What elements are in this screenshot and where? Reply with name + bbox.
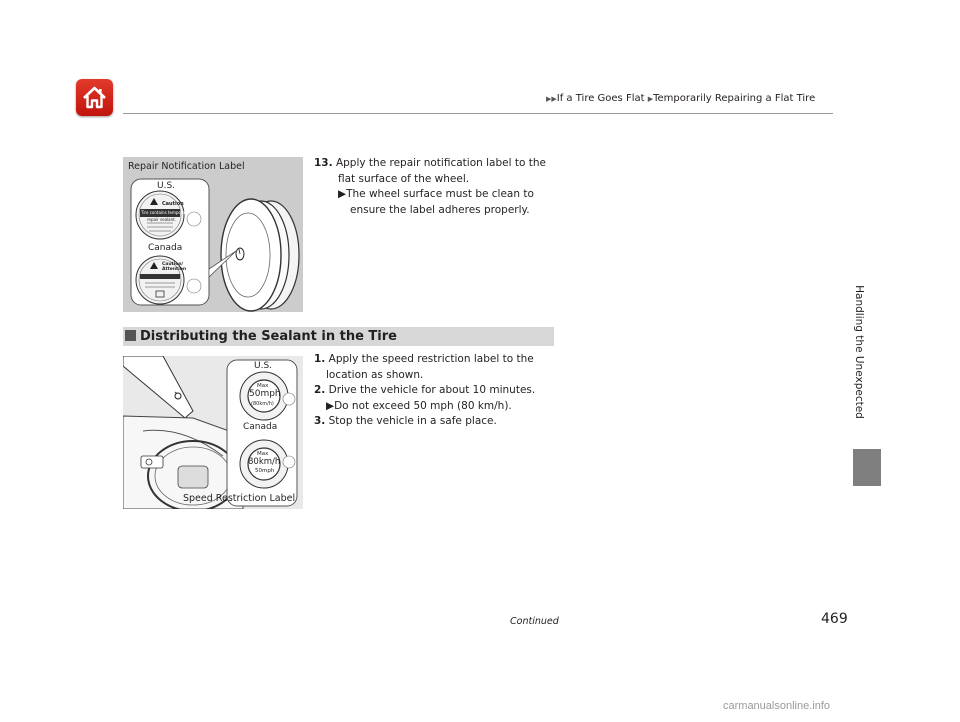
breadcrumb-arrow-icon: ▶▶: [546, 95, 557, 103]
step-13: [314, 156, 554, 218]
canada-sticker-title: Attention: [162, 267, 187, 272]
step-3: [314, 414, 554, 430]
header-rule: [123, 113, 833, 114]
canada-sticker-max: Max: [257, 451, 269, 457]
step-number: 13.: [314, 157, 333, 169]
continued-label: Continued: [510, 616, 559, 627]
step-note: Do not exceed 50 mph (80 km/h).: [334, 399, 512, 412]
us-sticker-line: repair sealant.: [147, 217, 176, 222]
step-number: 3.: [314, 415, 326, 427]
breadcrumb: [546, 93, 815, 104]
step-note: The wheel surface must be clean to ensure the label adheres properly.: [346, 188, 534, 216]
step-2: [314, 383, 554, 399]
steps-list: [314, 352, 554, 430]
canada-sticker-title: Caution/: [162, 262, 184, 267]
step-text: Apply the repair notification label to the flat surface of the wheel.: [335, 157, 546, 185]
breadcrumb-item[interactable]: Temporarily Repairing a Flat Tire: [653, 93, 816, 104]
section-title: Distributing the Sealant in the Tire: [140, 329, 397, 344]
us-label: U.S.: [254, 361, 273, 371]
side-tab-label: Handling the Unexpected: [853, 285, 865, 419]
side-tab[interactable]: [846, 256, 872, 449]
step-text: Drive the vehicle for about 10 minutes.: [328, 384, 536, 396]
home-button[interactable]: [76, 79, 113, 116]
canada-sticker-alt-speed: 50mph: [255, 468, 275, 474]
breadcrumb-arrow-icon: ▶: [647, 95, 654, 103]
side-tab-marker: [853, 449, 881, 486]
us-sticker-max: Max: [257, 383, 269, 389]
step-text: Stop the vehicle in a safe place.: [328, 415, 497, 427]
canada-label: Canada: [148, 243, 183, 253]
us-sticker-line: Tire contains temporary: [141, 210, 189, 215]
repair-notification-figure: [123, 157, 303, 312]
tire-illustration: [123, 157, 303, 312]
canada-sticker-speed: 80km/h: [248, 457, 281, 467]
canada-label: Canada: [243, 422, 278, 432]
figure-caption: Repair Notification Label: [128, 161, 245, 172]
page-number: 469: [821, 611, 848, 627]
speed-restriction-figure: [123, 356, 303, 509]
section-heading: [123, 327, 554, 346]
step-number: 2.: [314, 384, 326, 396]
note-arrow-icon: ▶: [338, 188, 347, 200]
note-arrow-icon: ▶: [326, 399, 335, 412]
step-text: Apply the speed restriction label to the location as shown.: [326, 353, 534, 381]
interior-illustration: [123, 356, 303, 509]
us-sticker-speed: 50mph: [249, 389, 281, 399]
step-number: 1.: [314, 353, 326, 365]
us-sticker-alt-speed: (80km/h): [251, 401, 274, 407]
us-sticker-title: Caution: [162, 201, 184, 207]
figure-caption: Speed Restriction Label: [183, 493, 296, 504]
step-1: [314, 352, 554, 383]
watermark: carmanualsonline.info: [723, 700, 831, 712]
section-square-icon: [125, 330, 136, 341]
us-label: U.S.: [157, 181, 176, 191]
home-icon: [80, 83, 109, 112]
breadcrumb-item[interactable]: If a Tire Goes Flat: [556, 93, 645, 104]
